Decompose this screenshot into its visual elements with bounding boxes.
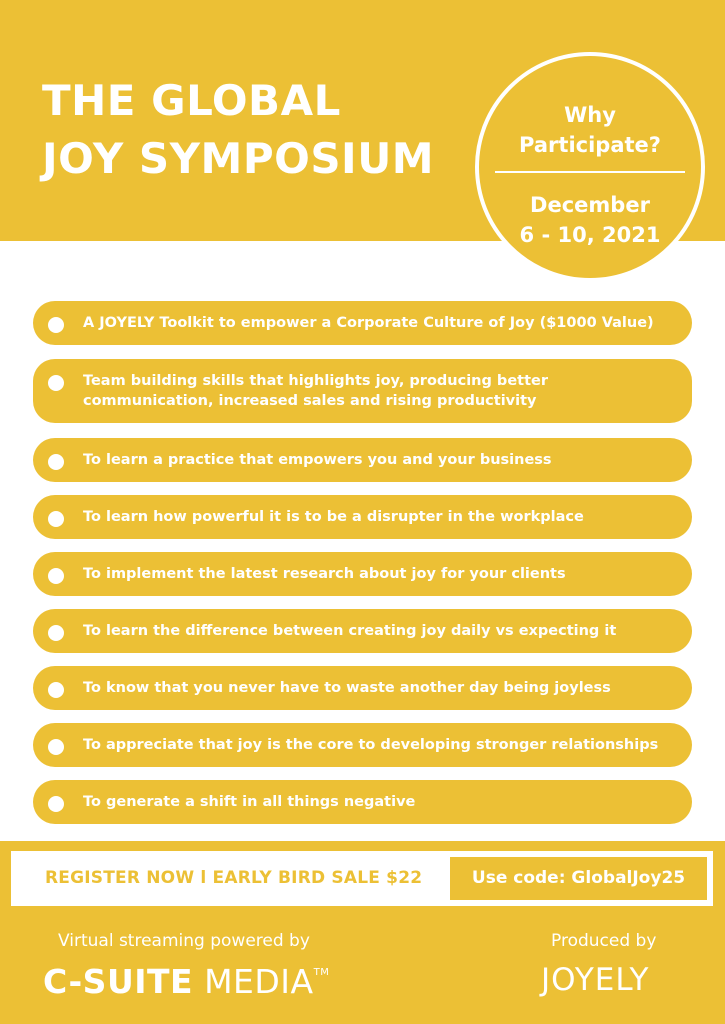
- benefit-item: [33, 780, 692, 824]
- joyely-logo: JOYELY: [541, 962, 650, 998]
- bullet-icon: [48, 625, 64, 641]
- benefit-text: Team building skills that highlights joy, producing better communication, increased sales and rising productivity: [83, 373, 548, 409]
- benefit-text: To know that you never have to waste another day being joyless: [83, 680, 611, 696]
- benefit-text: To implement the latest research about joy for your clients: [83, 566, 566, 582]
- benefit-text: To learn a practice that empowers you and your business: [83, 452, 552, 468]
- benefit-text: A JOYELY Toolkit to empower a Corporate Culture of Joy ($1000 Value): [83, 315, 654, 331]
- bullet-icon: [48, 454, 64, 470]
- page-title: [42, 72, 434, 188]
- benefit-item: [33, 609, 692, 653]
- badge-date-line-1: December: [530, 193, 650, 217]
- benefit-item: [33, 666, 692, 710]
- trademark-mark: TM: [313, 967, 330, 978]
- bullet-icon: [48, 317, 64, 333]
- badge-question: [479, 100, 701, 160]
- title-line-1: THE GLOBAL: [42, 76, 341, 125]
- date-badge: [475, 52, 705, 282]
- benefit-item: [33, 552, 692, 596]
- badge-question-line-2: Participate?: [519, 133, 661, 157]
- badge-divider: [495, 171, 685, 173]
- benefit-text: To appreciate that joy is the core to developing stronger relationships: [83, 737, 659, 753]
- register-cta[interactable]: REGISTER NOW l EARLY BIRD SALE $22: [45, 868, 423, 888]
- badge-question-line-1: Why: [564, 103, 616, 127]
- bullet-icon: [48, 796, 64, 812]
- badge-date-line-2: 6 - 10, 2021: [519, 223, 661, 247]
- benefit-item: [33, 495, 692, 539]
- benefit-item: [33, 301, 692, 345]
- benefit-item: [33, 438, 692, 482]
- benefit-item: [33, 359, 692, 423]
- benefit-item: [33, 723, 692, 767]
- csuite-logo-media: MEDIA: [193, 962, 314, 1001]
- title-line-2: JOY SYMPOSIUM: [42, 134, 435, 183]
- benefit-text: To learn how powerful it is to be a disrupter in the workplace: [83, 509, 584, 525]
- bullet-icon: [48, 375, 64, 391]
- badge-date: [479, 190, 701, 250]
- bullet-icon: [48, 739, 64, 755]
- bullet-icon: [48, 511, 64, 527]
- bullet-icon: [48, 568, 64, 584]
- csuite-logo-bold: C-SUITE: [43, 962, 194, 1001]
- streaming-label: Virtual streaming powered by: [58, 931, 310, 951]
- csuite-media-logo: [43, 962, 329, 1001]
- produced-by-label: Produced by: [551, 931, 657, 951]
- promo-code-box: Use code: GlobalJoy25: [450, 857, 707, 900]
- bullet-icon: [48, 682, 64, 698]
- benefit-text: To learn the difference between creating joy daily vs expecting it: [83, 623, 617, 639]
- benefit-text: To generate a shift in all things negative: [83, 794, 416, 810]
